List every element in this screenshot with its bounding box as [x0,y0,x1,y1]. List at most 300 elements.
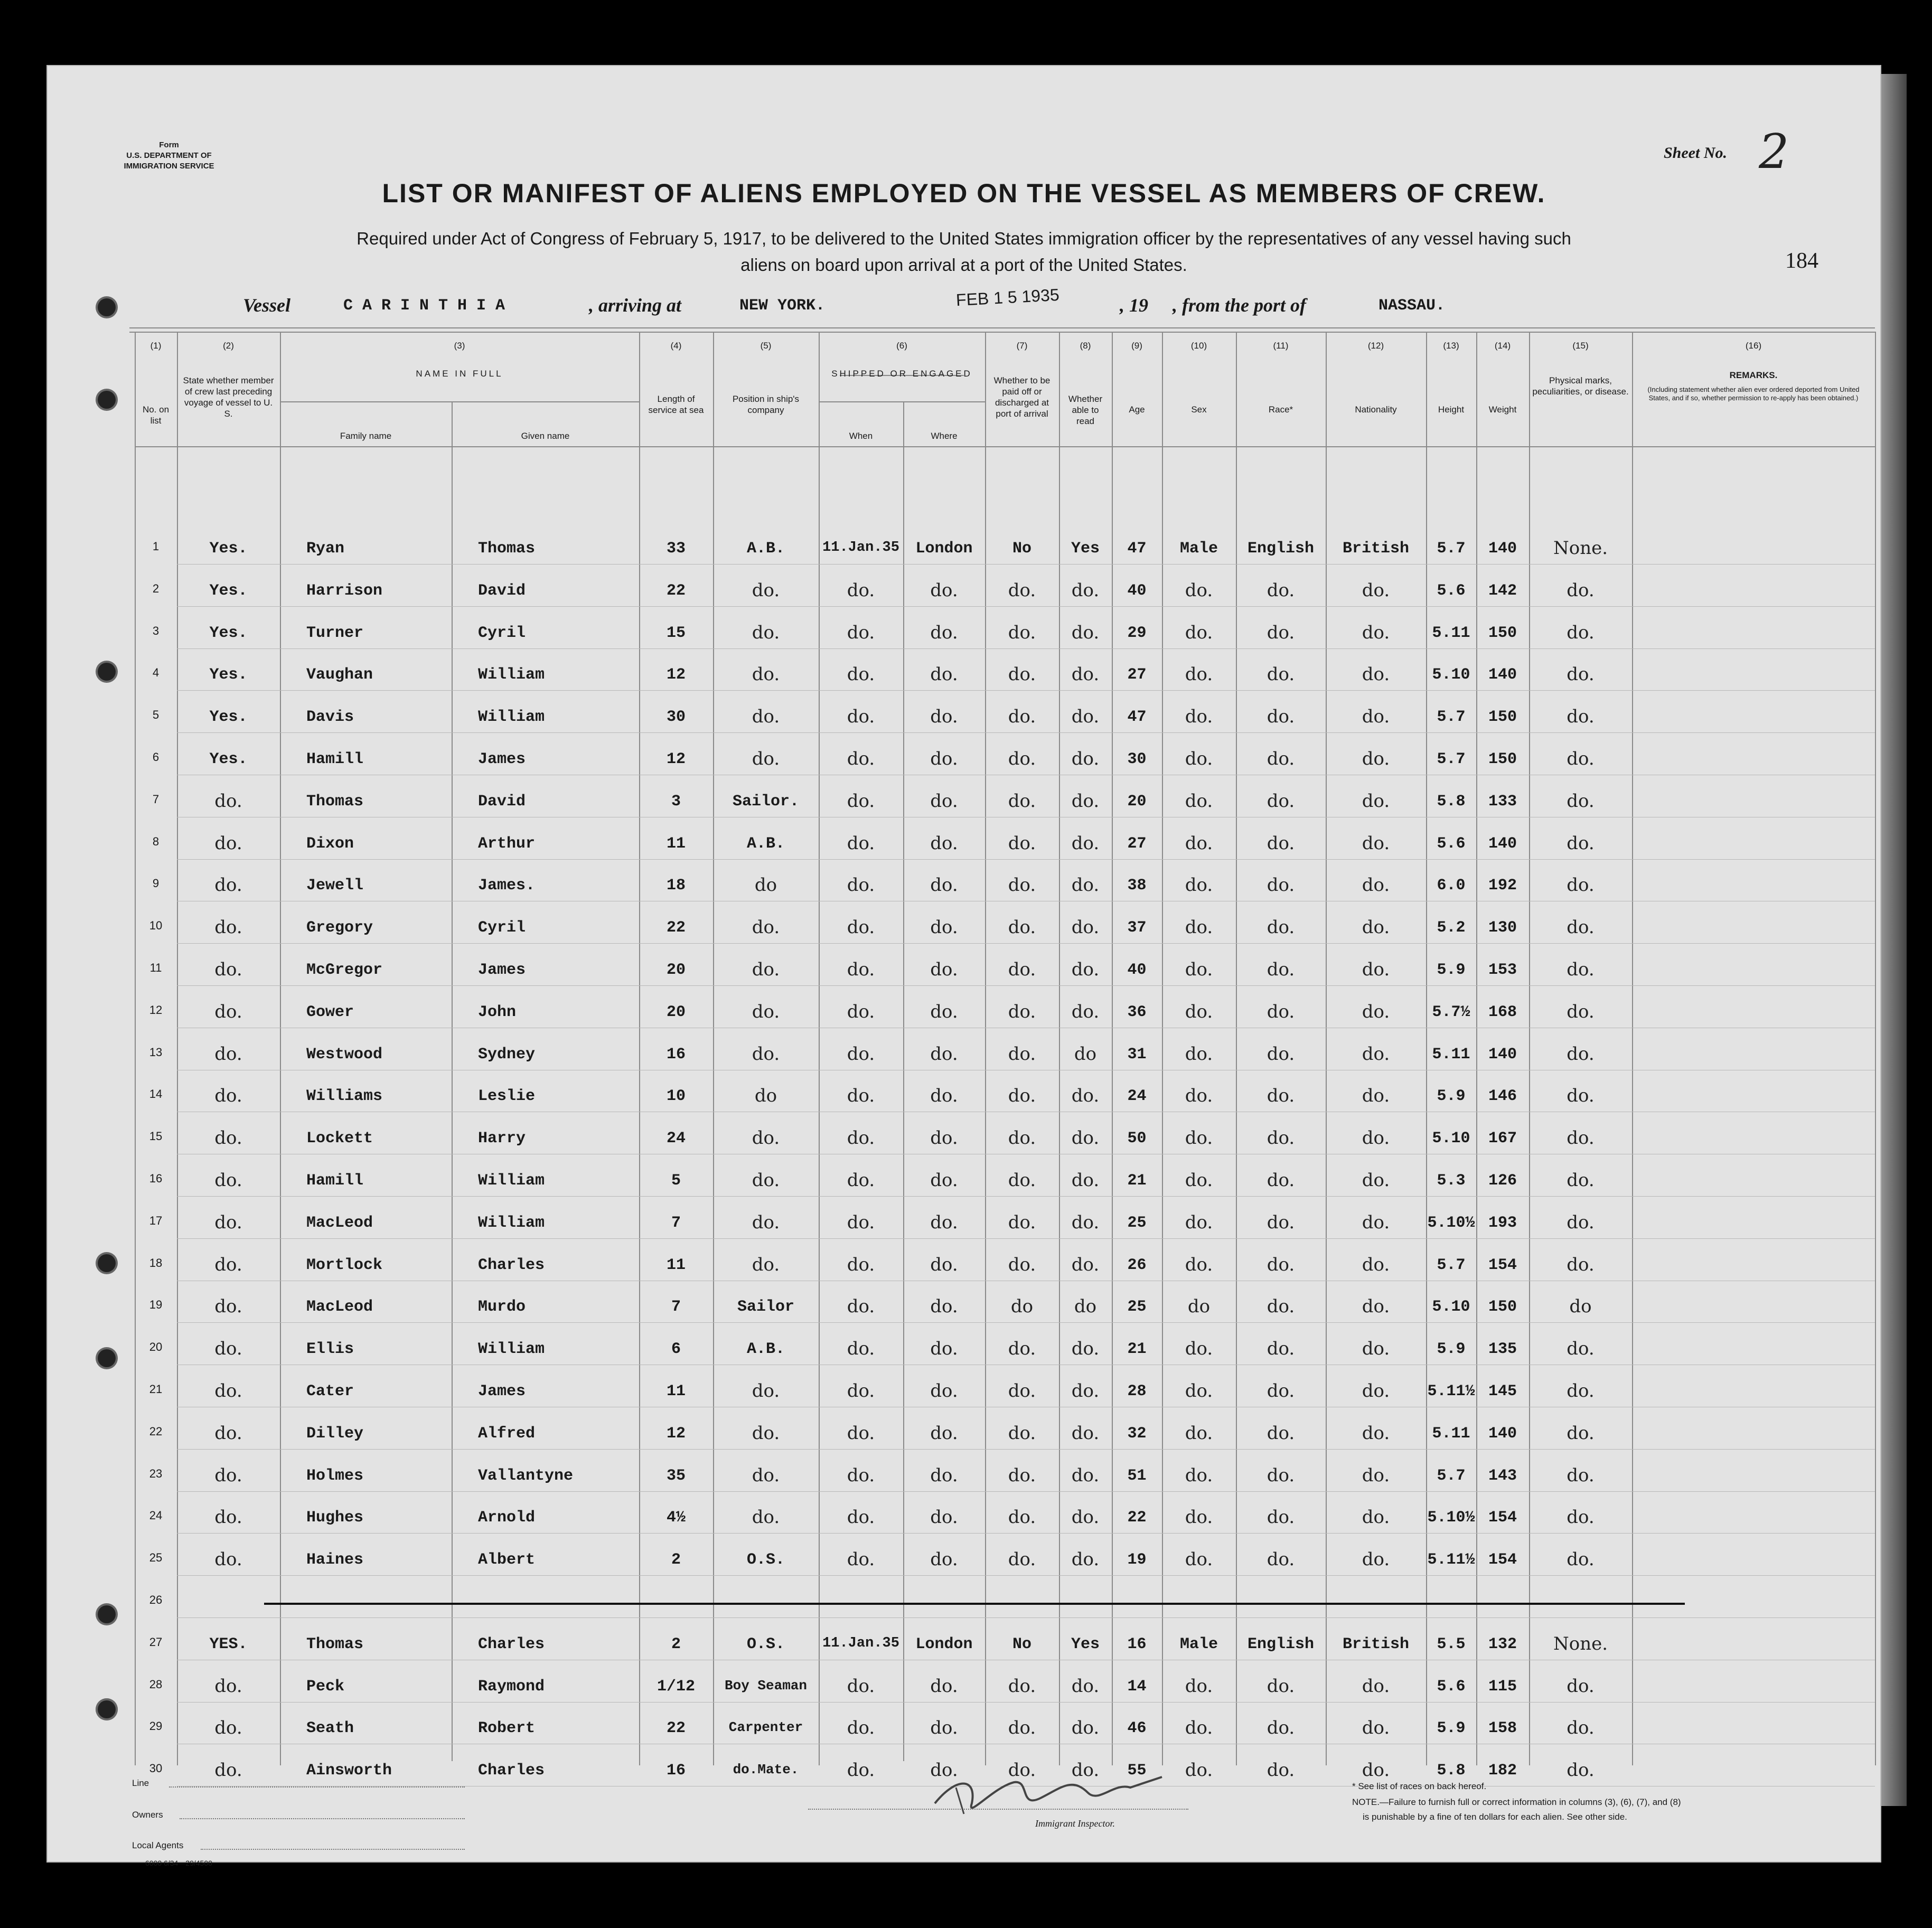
column-number: (1) [150,341,162,351]
cell-read: do. [1071,664,1100,685]
cell-nat: do. [1362,1717,1390,1739]
cell-nat: do. [1362,1760,1390,1781]
cell-age: 21 [1127,1172,1147,1190]
cell-height: 5.10 [1432,1130,1470,1148]
cell-position: Boy Seaman [724,1677,808,1694]
cell-nat: do. [1362,664,1390,685]
cell-when: do. [847,790,875,812]
cell-sex: do. [1185,832,1213,854]
cell-when: do. [847,622,875,643]
cell-when: do. [847,748,875,769]
cell-height: 6.0 [1437,877,1466,895]
cell-marks: do. [1567,917,1595,938]
cell-no: 5 [152,708,160,722]
cell-sex: do. [1185,959,1213,980]
cell-when: do. [847,579,875,601]
cell-height: 5.9 [1437,1340,1466,1359]
cell-sex: Male [1179,1635,1218,1653]
cell-given: Albert [478,1551,536,1569]
cell-nat: do. [1362,1422,1390,1444]
cell-race: do. [1267,1170,1295,1191]
cell-position: do. [752,579,780,601]
column-header-9: Age [1129,405,1145,415]
cell-sex: do. [1185,706,1213,728]
cell-family: Mortlock [306,1256,383,1274]
cell-weight: 167 [1488,1130,1517,1148]
column-header-7: Whether to be paid off or discharged at port of arrival [993,375,1051,419]
row-rule [177,1238,1875,1239]
cell-when: 11.Jan.35 [822,1635,899,1651]
cell-read: do. [1071,1422,1100,1444]
cell-prev: do. [214,1380,242,1402]
cell-height: 5.11½ [1427,1551,1475,1569]
column-header-10: Sex [1191,405,1207,415]
cell-where: do. [930,1296,958,1318]
cell-sex: do. [1185,1717,1213,1739]
year-label: , 19 [1120,295,1148,316]
column-subheader: When [849,431,873,441]
cell-weight: 154 [1488,1551,1517,1569]
cell-when: do. [847,832,875,854]
cell-prev: do. [214,1717,242,1739]
cell-where: do. [930,706,958,728]
cell-weight: 182 [1488,1762,1517,1780]
cell-race: do. [1267,748,1295,769]
cell-marks: None. [1553,538,1608,559]
cell-read: do. [1071,1760,1100,1781]
cell-height: 5.7 [1437,1256,1466,1274]
arriving-port: NEW YORK. [739,297,826,315]
cell-family: Dilley [306,1424,364,1443]
cell-read: do [1074,1043,1097,1065]
header-bottom-rule [135,446,1875,447]
cell-nat: do. [1362,1549,1390,1570]
vessel-name: C A R I N T H I A [343,297,505,315]
cell-height: 5.3 [1437,1172,1466,1190]
cell-no: 28 [149,1677,163,1691]
cell-read: do. [1071,874,1100,896]
column-number: (16) [1745,341,1762,351]
cell-where: do. [930,874,958,896]
cell-family: Harrison [306,581,383,600]
cell-no: 9 [152,877,160,890]
row-rule [177,859,1875,860]
cell-service: 3 [671,792,681,811]
cell-family: Holmes [306,1466,364,1485]
cell-no: 18 [149,1256,163,1269]
cell-age: 16 [1127,1635,1147,1653]
cell-where: London [915,1635,973,1653]
cell-family: Davis [306,708,354,727]
page-number: 184 [1785,249,1818,273]
binder-hole [98,1349,116,1367]
cell-weight: 146 [1488,1087,1517,1106]
cell-marks: do. [1567,748,1595,769]
cell-service: 7 [671,1214,681,1232]
cell-where: do. [930,579,958,601]
cell-sex: do. [1185,579,1213,601]
cell-when: do. [847,1507,875,1528]
cell-height: 5.10½ [1427,1214,1475,1232]
cell-age: 22 [1127,1509,1147,1527]
column-header-14: Weight [1488,405,1517,415]
cell-paid: do. [1008,1422,1036,1444]
cell-weight: 140 [1488,540,1517,558]
cell-service: 2 [671,1635,681,1653]
cell-when: do. [847,664,875,685]
local-agents-label: Local Agents [132,1840,184,1850]
cell-where: do. [930,1085,958,1107]
column-header-16: REMARKS. [1729,370,1778,380]
cell-read: do. [1071,706,1100,728]
cell-read: Yes [1071,540,1100,558]
cell-height: 5.7 [1437,540,1466,558]
column-header-8: Whether able to read [1068,394,1103,426]
column-subheader: Given name [521,431,570,441]
arriving-label: , arriving at [589,295,682,316]
form-code: 6000 6/34—29/4500 [145,1859,212,1867]
cell-when: do. [847,1549,875,1570]
cell-marks: do. [1567,1549,1595,1570]
cell-paid: do. [1008,1170,1036,1191]
cell-nat: do. [1362,959,1390,980]
cell-no: 15 [149,1130,163,1143]
cell-position: do. [752,1211,780,1233]
cell-position: do. [752,1380,780,1402]
cell-race: do. [1267,959,1295,980]
subtitle-line-1: Required under Act of Congress of February 5, 1917, to be delivered to the United States immigration officer by the representatives of any vessel having such [357,229,1571,248]
cell-service: 5 [671,1172,681,1190]
column-header-3: NAME IN FULL [416,369,503,379]
cell-height: 5.11 [1432,1424,1470,1443]
cell-race: English [1247,540,1315,558]
cell-prev: Yes. [209,708,248,727]
binder-hole [98,391,116,409]
cell-given: Charles [478,1635,545,1653]
cell-nat: do. [1362,1001,1390,1022]
cell-age: 27 [1127,666,1147,684]
column-header-12: Nationality [1355,405,1397,415]
cell-read: do. [1071,1001,1100,1022]
cell-sex: do. [1185,622,1213,643]
cell-read: do. [1071,1254,1100,1275]
cell-nat: British [1342,1635,1410,1653]
cell-family: Gregory [306,919,373,937]
cell-marks: do. [1567,874,1595,896]
name-subheader-rule [280,401,639,402]
cell-nat: British [1342,540,1410,558]
cell-no: 27 [149,1635,163,1649]
cell-family: Hamill [306,750,364,768]
cell-paid: do. [1008,664,1036,685]
cell-nat: do. [1362,1254,1390,1275]
cell-no: 2 [152,581,160,595]
cell-nat: do. [1362,1338,1390,1360]
cell-where: do. [930,748,958,769]
cell-prev: do. [214,1549,242,1570]
cell-where: do. [930,1675,958,1697]
cell-where: do. [930,1717,958,1739]
cell-age: 50 [1127,1130,1147,1148]
cell-paid: do. [1008,1043,1036,1065]
cell-weight: 193 [1488,1214,1517,1232]
cell-position: do. [752,706,780,728]
cell-service: 16 [666,1762,686,1780]
cell-weight: 150 [1488,1298,1517,1316]
cell-height: 5.6 [1437,1677,1466,1696]
cell-no: 8 [152,834,160,848]
cell-marks: do. [1567,1675,1595,1697]
cell-height: 5.10½ [1427,1509,1475,1527]
cell-read: do. [1071,1338,1100,1360]
cell-service: 11 [666,834,686,853]
cell-height: 5.7 [1437,708,1466,727]
row-rule [177,606,1875,607]
cell-prev: do. [214,832,242,854]
cell-given: James [478,961,526,979]
cell-no: 11 [149,961,162,974]
cell-service: 11 [666,1382,686,1400]
owners-label: Owners [132,1810,163,1820]
cell-sex: do. [1185,1170,1213,1191]
cell-paid: do. [1008,790,1036,812]
cell-given: Harry [478,1130,526,1148]
cell-given: James. [478,877,536,895]
cell-when: do. [847,1043,875,1065]
cell-prev: do. [214,1507,242,1528]
cell-age: 24 [1127,1087,1147,1106]
cell-service: 6 [671,1340,681,1359]
cell-marks: do. [1567,1211,1595,1233]
cell-given: Raymond [478,1677,545,1696]
cell-prev: do. [214,1085,242,1107]
cell-where: do. [930,917,958,938]
cell-sex: do. [1185,1043,1213,1065]
row-rule [177,1533,1875,1534]
cell-weight: 153 [1488,961,1517,979]
column-header-1: No. on list [142,405,170,426]
cell-no: 22 [149,1424,163,1438]
cell-position: Sailor [737,1298,795,1316]
cell-weight: 133 [1488,792,1517,811]
cell-service: 16 [666,1045,686,1064]
cell-paid: do. [1008,706,1036,728]
cell-age: 31 [1127,1045,1147,1064]
cell-family: MacLeod [306,1298,373,1316]
cell-marks: do. [1567,832,1595,854]
cell-weight: 132 [1488,1635,1517,1653]
cell-read: do. [1071,1507,1100,1528]
column-number: (12) [1367,341,1384,351]
cell-service: 22 [666,919,686,937]
cell-nat: do. [1362,579,1390,601]
cell-prev: Yes. [209,624,248,642]
cell-no: 23 [149,1466,163,1480]
cell-race: do. [1267,1464,1295,1486]
binder-hole [98,1605,116,1623]
cell-where: do. [930,1464,958,1486]
cell-marks: None. [1553,1633,1608,1654]
row-rule [177,1617,1875,1618]
row-rule [177,648,1875,649]
column-number: (4) [670,341,682,351]
column-header-15: Physical marks, peculiarities, or disease. [1532,375,1629,397]
cell-read: do. [1071,832,1100,854]
cell-weight: 143 [1488,1466,1517,1485]
cell-family: MacLeod [306,1214,373,1232]
row-rule [177,1196,1875,1197]
cell-race: do. [1267,1085,1295,1107]
cell-service: 10 [666,1087,686,1106]
cell-service: 20 [666,1003,686,1021]
cell-nat: do. [1362,1507,1390,1528]
table-top-rule [129,327,1875,328]
cell-read: do. [1071,1211,1100,1233]
cell-sex: do. [1185,1549,1213,1570]
cell-race: do. [1267,1380,1295,1402]
cell-race: do. [1267,1338,1295,1360]
cell-when: do. [847,1464,875,1486]
column-number: (3) [454,341,465,351]
cell-height: 5.8 [1437,1762,1466,1780]
cell-prev: do. [214,1211,242,1233]
cell-where: do. [930,622,958,643]
cell-marks: do. [1567,622,1595,643]
cell-given: Arnold [478,1509,536,1527]
cell-position: Sailor. [732,792,800,811]
cell-given: Cyril [478,919,526,937]
cell-read: do. [1071,790,1100,812]
cell-race: do. [1267,874,1295,896]
cell-position: do. [752,1254,780,1275]
cell-age: 30 [1127,750,1147,768]
cell-read: do. [1071,1717,1100,1739]
cell-sex: Male [1179,540,1218,558]
column-subheader: Family name [340,431,392,441]
cell-age: 14 [1127,1677,1147,1696]
cell-prev: do. [214,1127,242,1149]
cell-paid: do. [1008,1001,1036,1022]
cell-where: do. [930,1760,958,1781]
cell-no: 29 [149,1719,163,1733]
cell-service: 24 [666,1130,686,1148]
cell-given: Sydney [478,1045,536,1064]
cell-position: do. [752,1507,780,1528]
cell-read: do. [1071,1380,1100,1402]
cell-service: 1/12 [656,1677,695,1696]
cell-family: Seath [306,1719,354,1738]
cell-read: do. [1071,1127,1100,1149]
column-header-5: Position in ship's company [732,394,800,415]
cell-prev: Yes. [209,581,248,600]
cell-paid: No [1012,1635,1031,1653]
cell-height: 5.2 [1437,919,1466,937]
cell-sex: do. [1185,1760,1213,1781]
cell-service: 12 [666,1424,686,1443]
races-note: * See list of races on back hereof. [1352,1781,1487,1791]
cell-paid: do. [1008,1717,1036,1739]
cell-family: Ainsworth [306,1762,392,1780]
cell-no: 6 [152,750,160,764]
cell-marks: do. [1567,959,1595,980]
cell-given: Leslie [478,1087,536,1106]
column-header-2: State whether member of crew last preceding voyage of vessel to U. S. [183,375,274,419]
cell-read: do. [1071,622,1100,643]
cell-service: 22 [666,1719,686,1738]
cell-service: 15 [666,624,686,642]
cell-when: do. [847,1254,875,1275]
cell-when: do. [847,917,875,938]
cell-sex: do. [1185,1380,1213,1402]
cell-no: 24 [149,1509,163,1522]
cell-read: do [1074,1296,1097,1318]
cell-no: 26 [149,1593,163,1606]
cell-sex: do. [1185,1507,1213,1528]
cell-race: do. [1267,790,1295,812]
cell-weight: 140 [1488,666,1517,684]
cell-service: 22 [666,581,686,600]
cell-age: 20 [1127,792,1147,811]
cell-family: Dixon [306,834,354,853]
cell-when: do. [847,1127,875,1149]
cell-given: Murdo [478,1298,526,1316]
table-top-rule [129,332,1875,333]
cell-position: do.Mate. [733,1762,799,1778]
cell-given: John [478,1003,517,1021]
cell-given: Charles [478,1762,545,1780]
cell-height: 5.11 [1432,624,1470,642]
cell-height: 5.9 [1437,1719,1466,1738]
inspector-label: Immigrant Inspector. [1035,1818,1115,1829]
cell-paid: do. [1008,579,1036,601]
cell-height: 5.9 [1437,961,1466,979]
row-rule [177,1491,1875,1492]
manifest-sheet [48,66,1880,1867]
cell-position: O.S. [746,1551,785,1569]
column-number: (6) [896,341,907,351]
cell-paid: do. [1008,1211,1036,1233]
cell-height: 5.11½ [1427,1382,1475,1400]
cell-no: 14 [149,1087,163,1101]
cell-given: David [478,581,526,600]
form-label [100,140,238,172]
cell-paid: do. [1008,1507,1036,1528]
cell-race: do. [1267,917,1295,938]
cell-race: do. [1267,579,1295,601]
cell-nat: do. [1362,1380,1390,1402]
cell-nat: do. [1362,1464,1390,1486]
cell-where: do. [930,1001,958,1022]
cell-when: do. [847,1211,875,1233]
cell-nat: do. [1362,832,1390,854]
cell-when: do. [847,1001,875,1022]
cell-where: do. [930,832,958,854]
cell-height: 5.10 [1432,1298,1470,1316]
cell-height: 5.7 [1437,750,1466,768]
cell-prev: YES. [209,1635,248,1653]
row-rule [177,1322,1875,1323]
cell-given: Thomas [478,540,536,558]
cell-age: 19 [1127,1551,1147,1569]
cell-position: do [754,1085,777,1107]
cell-nat: do. [1362,790,1390,812]
cell-service: 30 [666,708,686,727]
cell-height: 5.11 [1432,1045,1470,1064]
note-line-2: is punishable by a fine of ten dollars for each alien. See other side. [1363,1812,1627,1822]
column-number: (15) [1572,341,1589,351]
cell-no: 17 [149,1214,163,1227]
column-number: (7) [1016,341,1028,351]
